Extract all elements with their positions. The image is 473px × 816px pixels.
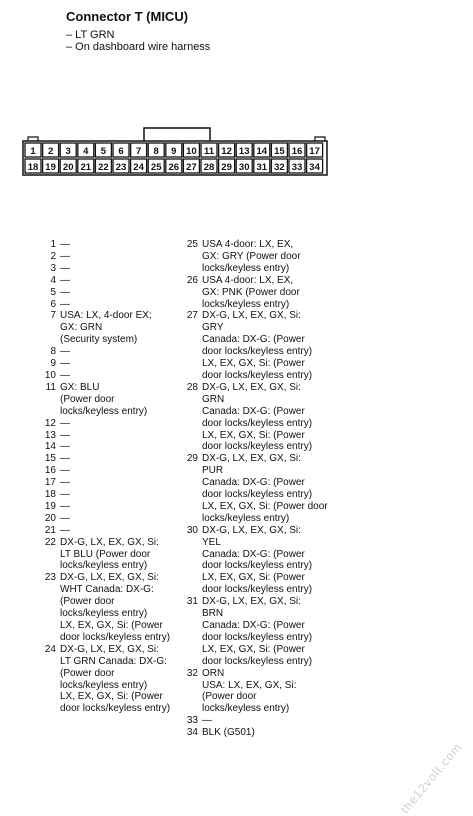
pin-entry — [36, 275, 170, 287]
pin-description-line: PUR — [202, 465, 224, 477]
pin-description-line: Canada: DX-G: (Power — [202, 334, 305, 346]
pin-entry — [36, 501, 170, 513]
pin-list-left — [36, 239, 170, 715]
pin-description — [198, 727, 255, 739]
pin-description-line: — — [60, 477, 70, 489]
pin-cell-label: 27 — [186, 162, 197, 173]
pin-number: 30 — [186, 524, 198, 536]
pin-description-line: door locks/keyless entry) — [202, 631, 313, 643]
pin-description-line: DX-G, LX, EX, GX, Si: — [202, 524, 301, 536]
pin-description — [56, 299, 70, 311]
pin-cell-label: 3 — [65, 146, 71, 157]
pin-cell-label: 12 — [221, 146, 232, 157]
pin-entry — [36, 465, 170, 477]
pin-description — [56, 441, 70, 453]
pin-cell-label: 29 — [221, 162, 232, 173]
pin-number: 2 — [50, 250, 56, 262]
pin-list-right — [178, 239, 328, 739]
pin-description-line: — — [202, 715, 212, 727]
pin-description-line: LX, EX, GX, Si: (Power — [202, 429, 305, 441]
pin-description — [56, 489, 70, 501]
pin-description-line: BLK (G501) — [202, 727, 255, 739]
pin-description-line: YEL — [202, 536, 221, 548]
pin-number: 34 — [186, 727, 198, 739]
pin-entry — [178, 727, 328, 739]
pin-number: 19 — [44, 500, 56, 512]
pin-number: 20 — [44, 512, 56, 524]
pin-description — [198, 525, 312, 596]
pin-description-line: — — [60, 524, 70, 536]
pin-cell-label: 20 — [62, 162, 74, 173]
pin-cell-label: 34 — [309, 162, 320, 173]
pin-number: 21 — [44, 524, 56, 536]
pin-number: 6 — [50, 298, 56, 310]
pin-number: 8 — [50, 346, 56, 358]
pin-description-line: — — [60, 298, 70, 310]
pin-description-line: (Power door — [202, 691, 257, 703]
pin-cell-label: 21 — [80, 162, 92, 173]
pin-entry — [36, 251, 170, 263]
pin-description-line: Canada: DX-G: (Power — [202, 620, 305, 631]
pin-description — [198, 239, 301, 275]
pin-description — [56, 263, 70, 275]
pin-description — [56, 465, 70, 477]
pin-entry — [36, 525, 170, 537]
pin-number: 9 — [50, 358, 56, 370]
pin-description-line: GRN — [202, 393, 225, 405]
pin-number: 29 — [186, 453, 198, 465]
pin-description-line: Canada: DX-G: (Power — [202, 548, 305, 560]
pin-description-line: GX: BLU — [60, 381, 100, 393]
pin-description — [56, 501, 70, 513]
pin-description — [56, 346, 70, 358]
pin-cell-label: 6 — [118, 146, 124, 157]
pin-cell-label: 23 — [115, 162, 127, 173]
pin-description — [198, 453, 328, 524]
pin-description-line: DX-G, LX, EX, GX, Si: — [60, 643, 159, 655]
pin-description — [56, 251, 70, 263]
pin-description-line: — — [60, 250, 70, 262]
connector-color: – LT GRN — [66, 29, 115, 41]
pin-number: 11 — [45, 381, 56, 393]
pin-description-line: GX: GRY (Power door — [202, 250, 301, 262]
pin-description-line: BRN — [202, 608, 224, 620]
pin-entry — [178, 239, 328, 275]
pin-description-line: locks/keyless entry) — [60, 405, 148, 417]
pin-entry — [36, 441, 170, 453]
pin-description-line: USA: LX, 4-door EX; — [60, 310, 152, 322]
pin-description-line: LX, EX, GX, Si: (Power — [60, 620, 163, 631]
pin-description-line: door locks/keyless entry) — [60, 703, 171, 715]
pin-description — [198, 715, 212, 727]
pin-description — [56, 477, 70, 489]
pin-entry — [36, 263, 170, 275]
pin-entry — [178, 668, 328, 716]
pin-description-line: Canada: DX-G: (Power — [202, 477, 305, 489]
pin-description — [56, 239, 70, 251]
pin-cell-label: 1 — [30, 146, 36, 157]
pin-cell-label: 33 — [291, 162, 303, 173]
pin-description — [56, 537, 159, 573]
pin-description-line: LX, EX, GX, Si: (Power — [202, 643, 305, 655]
pin-number: 32 — [186, 667, 198, 679]
pin-entry — [178, 275, 328, 311]
pin-number: 28 — [186, 381, 198, 393]
pin-cell-label: 10 — [186, 146, 197, 157]
pin-number: 33 — [186, 715, 198, 727]
page-title: Connector T (MICU) — [66, 9, 189, 24]
pin-number: 17 — [44, 477, 56, 489]
pin-description — [56, 644, 170, 715]
pin-description-line: LX, EX, GX, Si: (Power door — [202, 500, 328, 512]
pin-description — [56, 310, 152, 346]
pin-entry — [36, 477, 170, 489]
pin-number: 7 — [50, 310, 56, 322]
pin-description-line: USA: LX, EX, GX, Si: — [202, 679, 297, 691]
pin-description-line: door locks/keyless entry) — [202, 369, 313, 381]
pin-description-line: — — [60, 441, 70, 453]
pin-description-line: — — [60, 453, 70, 465]
pin-description-line: ORN — [202, 667, 225, 679]
pin-entry — [178, 715, 328, 727]
pin-number: 22 — [44, 536, 56, 548]
pin-description-line: locks/keyless entry) — [60, 560, 148, 572]
pin-number: 1 — [50, 239, 56, 250]
pin-description-line: door locks/keyless entry) — [202, 417, 313, 429]
pin-cell-label: 28 — [203, 162, 215, 173]
pin-number: 10 — [44, 369, 56, 381]
connector-diagram — [0, 0, 473, 200]
pin-description-line: WHT Canada: DX-G: — [60, 584, 154, 596]
pin-cell-label: 7 — [135, 146, 142, 157]
pin-description-line: — — [60, 465, 70, 477]
connector-location: – On dashboard wire harness — [66, 41, 211, 53]
pin-entry — [36, 382, 170, 418]
pin-number: 12 — [44, 417, 56, 429]
pin-entry — [178, 525, 328, 596]
pin-description-line: DX-G, LX, EX, GX, Si: — [202, 453, 301, 465]
pin-description — [56, 382, 147, 418]
pin-description-line: locks/keyless entry) — [202, 512, 290, 524]
pin-entry — [36, 644, 170, 715]
pin-description-line: — — [60, 262, 70, 274]
pin-description-line: DX-G, LX, EX, GX, Si: — [202, 596, 301, 608]
pin-description-line: GRY — [202, 322, 224, 334]
pin-number: 27 — [186, 310, 198, 322]
watermark: the12volt.com — [397, 740, 465, 816]
pin-description-line: door locks/keyless entry) — [60, 631, 171, 643]
pin-description-line: (Power door — [60, 596, 115, 608]
pin-number: 4 — [50, 274, 56, 286]
pin-description — [56, 513, 70, 525]
pin-entry — [36, 418, 170, 430]
pin-cell-label: 18 — [27, 162, 39, 173]
pin-description-line: LT GRN Canada: DX-G: — [60, 655, 167, 667]
pin-entry — [178, 453, 328, 524]
pin-number: 26 — [186, 274, 198, 286]
pin-cell-label: 14 — [256, 146, 268, 157]
pin-number: 24 — [44, 643, 56, 655]
pin-description-line: door locks/keyless entry) — [202, 489, 313, 501]
pin-number: 14 — [44, 441, 56, 453]
pin-number: 15 — [44, 453, 56, 465]
pin-cell-label: 17 — [309, 146, 320, 157]
pin-description-line: locks/keyless entry) — [60, 679, 148, 691]
pin-description-line: LX, EX, GX, Si: (Power — [60, 691, 163, 703]
pin-description-line: USA 4-door: LX, EX, — [202, 274, 294, 286]
pin-cell-label: 8 — [153, 146, 159, 157]
pin-entry — [178, 310, 328, 381]
pin-description-line: DX-G, LX, EX, GX, Si: — [60, 572, 159, 584]
pin-entry — [36, 513, 170, 525]
pin-entry — [36, 370, 170, 382]
pin-entry — [36, 346, 170, 358]
pin-number: 3 — [50, 262, 56, 274]
pin-description-line: door locks/keyless entry) — [202, 441, 313, 453]
pin-cell-label: 11 — [203, 146, 215, 157]
connector-tab — [144, 128, 210, 141]
pin-description-line: (Power door — [60, 667, 115, 679]
pin-entry — [36, 489, 170, 501]
pin-description-line: locks/keyless entry) — [202, 262, 290, 274]
pin-cell-label: 4 — [83, 146, 89, 157]
pin-entry — [178, 382, 328, 453]
pin-description-line: GX: GRN — [60, 322, 103, 334]
pin-number: 31 — [186, 596, 198, 608]
pin-cell-label: 31 — [256, 162, 268, 173]
pin-description — [56, 287, 70, 299]
pin-description — [56, 525, 70, 537]
pin-entry — [36, 310, 170, 346]
pin-description — [198, 275, 300, 311]
pin-cell-label: 13 — [238, 146, 250, 157]
pin-cell-label: 15 — [274, 146, 285, 157]
pin-description-line: — — [60, 429, 70, 441]
pin-cell-label: 25 — [150, 162, 162, 173]
pin-entry — [36, 358, 170, 370]
pin-cell-label: 24 — [133, 162, 144, 173]
pin-number: 5 — [50, 286, 56, 298]
pin-description-line: LX, EX, GX, Si: (Power — [202, 358, 305, 370]
pin-cell-label: 26 — [168, 162, 180, 173]
pin-description-line: GX: PNK (Power door — [202, 286, 300, 298]
pin-entry — [36, 299, 170, 311]
pin-description-line: door locks/keyless entry) — [202, 560, 313, 572]
pin-cell-label: 9 — [171, 146, 177, 157]
pin-number: 16 — [44, 465, 56, 477]
pin-description-line: DX-G, LX, EX, GX, Si: — [202, 381, 301, 393]
pin-number: 18 — [44, 489, 56, 501]
pin-cell-label: 32 — [274, 162, 285, 173]
pin-description — [56, 453, 70, 465]
pin-description-line: locks/keyless entry) — [202, 703, 290, 715]
pin-entry — [36, 239, 170, 251]
pin-description-line: — — [60, 274, 70, 286]
pin-description-line: door locks/keyless entry) — [202, 346, 313, 358]
pin-description-line: door locks/keyless entry) — [202, 584, 313, 596]
pin-description-line: — — [60, 369, 70, 381]
pin-entry — [36, 287, 170, 299]
pin-description-line: — — [60, 358, 70, 370]
pin-entry — [178, 596, 328, 667]
pin-description — [198, 668, 296, 716]
pin-description — [56, 370, 70, 382]
pin-description-line: locks/keyless entry) — [202, 298, 290, 310]
pin-number: 13 — [44, 429, 56, 441]
pin-number: 25 — [186, 239, 198, 250]
pin-cell-label: 22 — [98, 162, 109, 173]
pin-description — [56, 572, 170, 643]
pin-number: 23 — [44, 572, 56, 584]
pin-description-line: (Power door — [60, 393, 115, 405]
pin-description-line: — — [60, 346, 70, 358]
pin-description-line: USA 4-door: LX, EX, — [202, 239, 294, 250]
pin-description — [56, 358, 70, 370]
pin-description — [56, 430, 70, 442]
pin-description-line: — — [60, 417, 70, 429]
pin-description — [56, 418, 70, 430]
pin-description-line: — — [60, 512, 70, 524]
pin-description — [56, 275, 70, 287]
pin-description-line: (Security system) — [60, 334, 138, 346]
pin-entry — [36, 453, 170, 465]
pin-description-line: — — [60, 239, 70, 250]
pin-description-line: — — [60, 489, 70, 501]
pin-description — [198, 596, 312, 667]
pin-cell-label: 2 — [47, 146, 54, 157]
pin-cell-label: 30 — [238, 162, 250, 173]
pin-description-line: locks/keyless entry) — [60, 608, 148, 620]
pin-description-line: door locks/keyless entry) — [202, 655, 313, 667]
pin-entry — [36, 537, 170, 573]
pin-description-line: — — [60, 500, 70, 512]
pin-description-line: LT BLU (Power door — [60, 548, 151, 560]
pin-description — [198, 382, 312, 453]
pin-description-line: DX-G, LX, EX, GX, Si: — [60, 536, 159, 548]
pin-description-line: DX-G, LX, EX, GX, Si: — [202, 310, 301, 322]
pin-cell-label: 19 — [45, 162, 56, 173]
pin-description — [198, 310, 312, 381]
pin-description-line: Canada: DX-G: (Power — [202, 405, 305, 417]
pin-description-line: — — [60, 286, 70, 298]
pin-description-line: LX, EX, GX, Si: (Power — [202, 572, 305, 584]
pin-entry — [36, 430, 170, 442]
pin-cell-label: 5 — [100, 146, 107, 157]
pin-entry — [36, 572, 170, 643]
pin-cell-label: 16 — [291, 146, 303, 157]
